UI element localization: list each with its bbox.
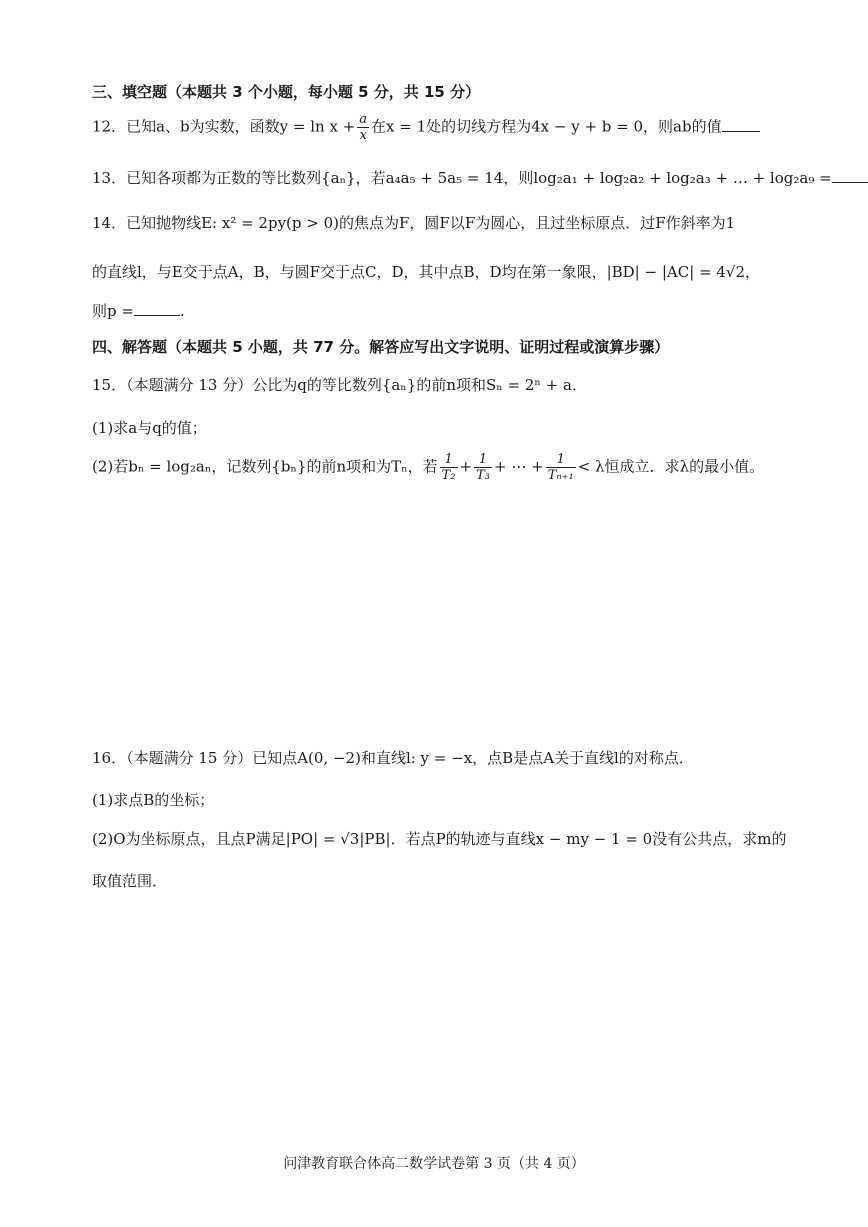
section-3-heading: 三、填空题（本题共 3 个小题，每小题 5 分，共 15 分） [92,83,481,101]
q15-part-2 [92,452,764,483]
q15-f1-num: 1 [440,452,458,468]
q14-line-3 [92,301,185,321]
q12-suffix: 在x = 1处的切线方程为4x − y + b = 0，则ab的值 [371,117,722,136]
q14-line-3-suffix: . [179,302,185,320]
q15-part-2-suffix: < λ恒成立．求λ的最小值。 [577,457,765,476]
q12-frac-num: a [359,112,367,127]
q12-prefix: 12．已知a、b为实数，函数y = ln x + [92,117,356,136]
q15-f3-den: Tₙ₊₁ [547,468,574,483]
page-footer: 问津教育联合体高二数学试卷第 3 页（共 4 页） [283,1156,585,1172]
q14-line-3-prefix: 则p = [92,302,134,320]
q16-part-2-line-2: 取值范围． [92,872,168,890]
q16-line-1: 16．（本题满分 15 分）已知点A(0, −2)和直线l: y = −x，点B是点A关于直线l的对称点． [92,749,694,767]
q16-part-1: (1)求点B的坐标； [92,791,215,809]
q15-line-1: 15．（本题满分 13 分）公比为q的等比数列{aₙ}的前n项和Sₙ = 2ⁿ + a． [92,376,587,394]
q16-part-2-line-1: (2)O为坐标原点，且点P满足|PO| = √3|PB|．若点P的轨迹与直线x − my − 1 = 0没有公共点，求m的 [92,830,787,848]
section-4-heading: 四、解答题（本题共 5 小题，共 77 分。解答应写出文字说明、证明过程或演算步骤） [92,338,670,356]
q14-answer-blank[interactable] [134,301,180,316]
q13-text: 13．已知各项都为正数的等比数列{aₙ}，若a₄a₅ + 5a₅ = 14，则log₂a₁ + log₂a₂ + log₂a₃ + … + log₂a₉ = [92,169,832,187]
q14-line-2: 的直线l，与E交于点A，B，与圆F交于点C，D，其中点B，D均在第一象限，|BD| − |AC| = 4√2， [92,263,760,281]
q15-plus-1: + [459,457,473,476]
q15-fraction-3 [546,452,576,483]
q15-f3-num: 1 [546,452,576,468]
q15-f2-num: 1 [474,452,492,468]
q15-part-2-prefix: (2)若bₙ = log₂aₙ，记数列{bₙ}的前n项和为Tₙ，若 [92,457,438,476]
q15-f2-den: T₃ [476,468,491,483]
q13-answer-blank[interactable] [832,168,868,183]
question-13 [92,168,868,188]
q14-line-1: 14．已知抛物线E: x² = 2py(p > 0)的焦点为F，圆F以F为圆心，且过坐标原点．过F作斜率为1 [92,214,736,232]
q15-dots: + ⋯ + [494,457,544,476]
q12-answer-blank[interactable] [722,117,760,132]
q12-fraction [357,112,369,143]
q15-fraction-1 [440,452,458,483]
q15-f1-den: T₂ [441,468,456,483]
q15-fraction-2 [474,452,492,483]
question-12 [92,112,760,143]
q12-frac-den: x [359,128,367,143]
q15-part-1: (1)求a与q的值； [92,419,207,437]
